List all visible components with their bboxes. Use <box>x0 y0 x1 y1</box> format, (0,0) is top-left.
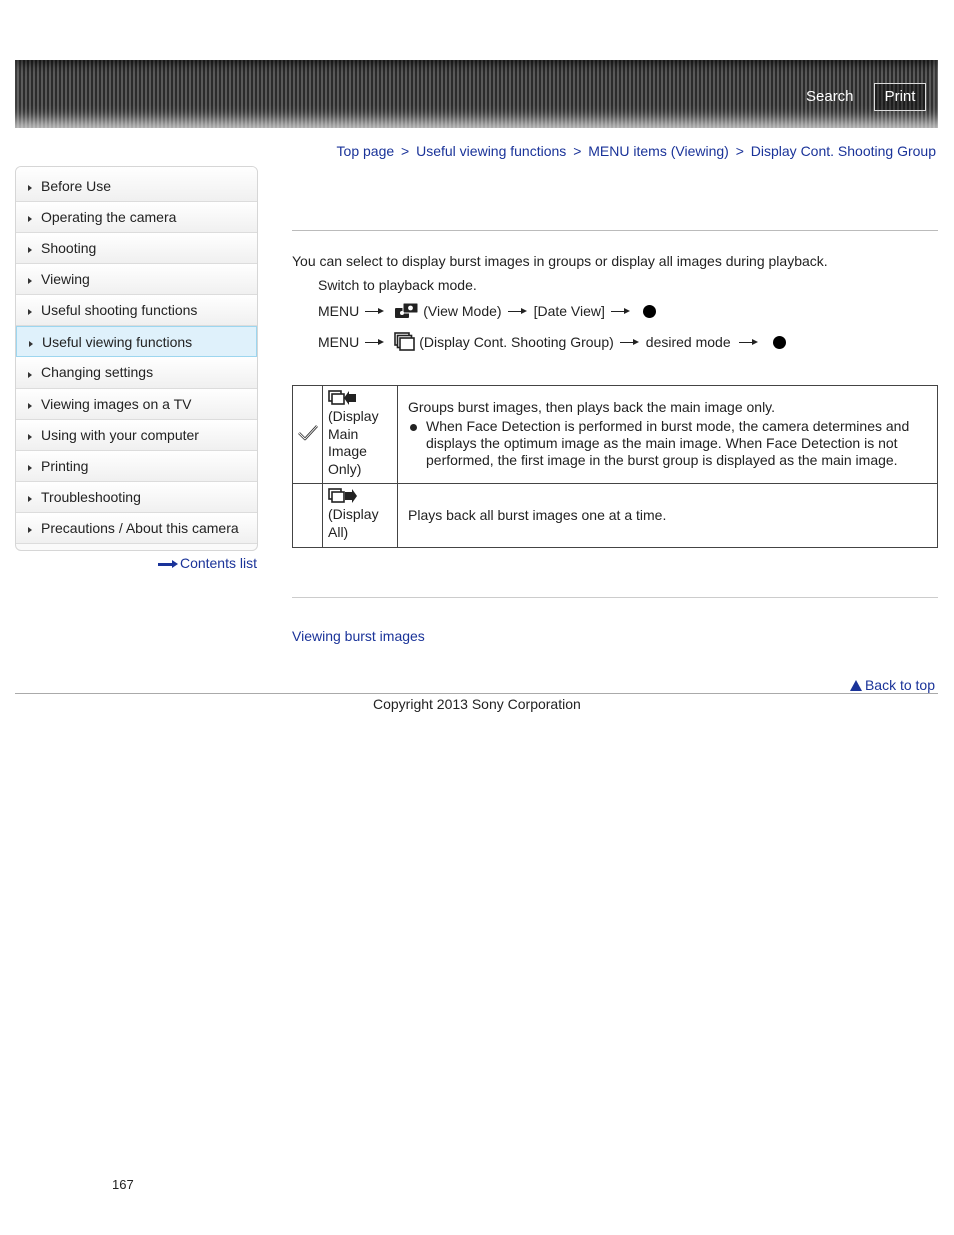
arrow-right-icon <box>739 338 759 346</box>
caret-right-icon <box>28 278 32 284</box>
table-row <box>293 484 938 548</box>
sidebar-item-label: Operating the camera <box>41 209 177 225</box>
default-check-cell <box>293 386 323 484</box>
intro-text: You can select to display burst images in groups or display all images during playback. <box>292 253 828 269</box>
step-text: Switch to playback mode. <box>318 277 477 293</box>
mode-description: Plays back all burst images one at a time. <box>408 506 667 523</box>
mode-icon-cell <box>323 484 398 548</box>
back-to-top-link[interactable] <box>850 677 935 693</box>
display-all-icon <box>328 488 358 506</box>
sidebar-item-label: Using with your computer <box>41 426 199 443</box>
center-button-icon <box>643 305 656 318</box>
caret-right-icon <box>28 403 32 409</box>
arrow-right-icon <box>620 338 640 346</box>
breadcrumb-useful-viewing[interactable]: Useful viewing functions <box>416 143 567 159</box>
caret-right-icon <box>28 496 32 502</box>
sidebar-item-operating-camera[interactable] <box>16 202 257 233</box>
caret-right-icon <box>29 341 33 347</box>
arrow-right-icon <box>365 307 385 315</box>
display-main-image-icon <box>328 390 358 408</box>
sidebar-item-label: Changing settings <box>41 364 154 381</box>
sidebar-item-label: Before Use <box>41 178 112 194</box>
caret-right-icon <box>28 309 32 315</box>
breadcrumb <box>337 143 936 159</box>
copyright-text: Copyright 2013 Sony Corporation <box>373 696 581 712</box>
sidebar-item-using-computer[interactable] <box>16 420 257 451</box>
mode-table <box>292 385 938 548</box>
arrow-right-icon <box>611 307 631 315</box>
sidebar-item-label: Precautions / About this camera <box>41 519 239 536</box>
sidebar-nav <box>15 166 258 551</box>
list-item: When Face Detection is performed in burst mode, the camera determines and displays the optimum image as the main image. When Face Detection is not performed, the first image in the burst group is displayed as the main image. <box>408 418 932 470</box>
view-mode-icon <box>394 302 420 320</box>
sidebar-item-label: Troubleshooting <box>41 488 141 505</box>
sidebar-item-precautions[interactable] <box>16 513 257 544</box>
breadcrumb-separator: > <box>735 143 744 159</box>
checkmark-icon <box>297 424 319 442</box>
sidebar-item-label: Useful shooting functions <box>41 302 198 319</box>
sidebar-item-before-use[interactable] <box>16 167 257 202</box>
sidebar-item-label: Printing <box>41 457 89 474</box>
mode-description: Groups burst images, then plays back the main image only. <box>408 399 776 416</box>
sidebar-item-label: Useful viewing functions <box>42 334 193 351</box>
bullet-list <box>408 418 932 470</box>
mode-label: (Display All) <box>328 506 379 540</box>
menu-path-view-mode <box>318 302 656 320</box>
sidebar-item-label: Shooting <box>41 240 97 257</box>
contents-list-label: Contents list <box>179 555 257 571</box>
sidebar-item-viewing-tv[interactable] <box>16 389 257 420</box>
footer-divider <box>15 693 938 694</box>
breadcrumb-top-page[interactable]: Top page <box>336 143 395 159</box>
breadcrumb-separator: > <box>401 143 410 159</box>
triangle-up-icon <box>850 680 862 691</box>
contents-list-link[interactable] <box>158 555 257 571</box>
menu-label: MENU <box>318 303 360 319</box>
page-number: 167 <box>112 1177 134 1192</box>
breadcrumb-menu-items[interactable]: MENU items (Viewing) <box>588 143 729 159</box>
center-button-icon <box>773 336 786 349</box>
caret-right-icon <box>28 185 32 191</box>
sidebar-item-label: Viewing images on a TV <box>41 395 192 412</box>
breadcrumb-current[interactable]: Display Cont. Shooting Group <box>750 143 936 159</box>
table-row <box>293 386 938 484</box>
sidebar-item-changing-settings[interactable] <box>16 357 257 388</box>
display-group-label: (Display Cont. Shooting Group) <box>419 334 614 350</box>
sidebar-item-shooting[interactable] <box>16 233 257 264</box>
sidebar-item-useful-shooting[interactable] <box>16 295 257 326</box>
menu-label: MENU <box>318 334 360 350</box>
caret-right-icon <box>28 434 32 440</box>
mode-icon-cell <box>323 386 398 484</box>
header-bar <box>15 60 938 128</box>
related-link-viewing-burst[interactable]: Viewing burst images <box>292 628 425 644</box>
caret-right-icon <box>28 465 32 471</box>
arrow-right-icon <box>158 560 178 568</box>
arrow-right-icon <box>508 307 528 315</box>
sidebar-item-troubleshooting[interactable] <box>16 482 257 513</box>
related-divider <box>292 597 938 598</box>
arrow-right-icon <box>365 338 385 346</box>
breadcrumb-separator: > <box>573 143 582 159</box>
sidebar-item-printing[interactable] <box>16 451 257 482</box>
caret-right-icon <box>28 372 32 378</box>
caret-right-icon <box>28 247 32 253</box>
mode-description-cell <box>398 386 938 484</box>
caret-right-icon <box>28 527 32 533</box>
print-button[interactable]: Print <box>874 83 926 111</box>
mode-description-cell <box>398 484 938 548</box>
display-cont-group-icon <box>394 332 416 352</box>
back-to-top-label: Back to top <box>864 677 935 693</box>
sidebar-item-label: Viewing <box>41 271 90 288</box>
menu-path-display-group <box>318 332 786 352</box>
sidebar-item-viewing[interactable] <box>16 264 257 295</box>
desired-mode-label: desired mode <box>645 334 731 350</box>
title-divider <box>292 230 938 231</box>
sidebar-item-useful-viewing[interactable] <box>16 326 257 357</box>
mode-label: (Display Main Image Only) <box>328 408 379 477</box>
caret-right-icon <box>28 216 32 222</box>
view-mode-label: (View Mode) <box>423 303 502 319</box>
date-view-label: [Date View] <box>533 303 605 319</box>
search-button[interactable]: Search <box>806 88 854 105</box>
empty-check-cell <box>293 484 323 548</box>
